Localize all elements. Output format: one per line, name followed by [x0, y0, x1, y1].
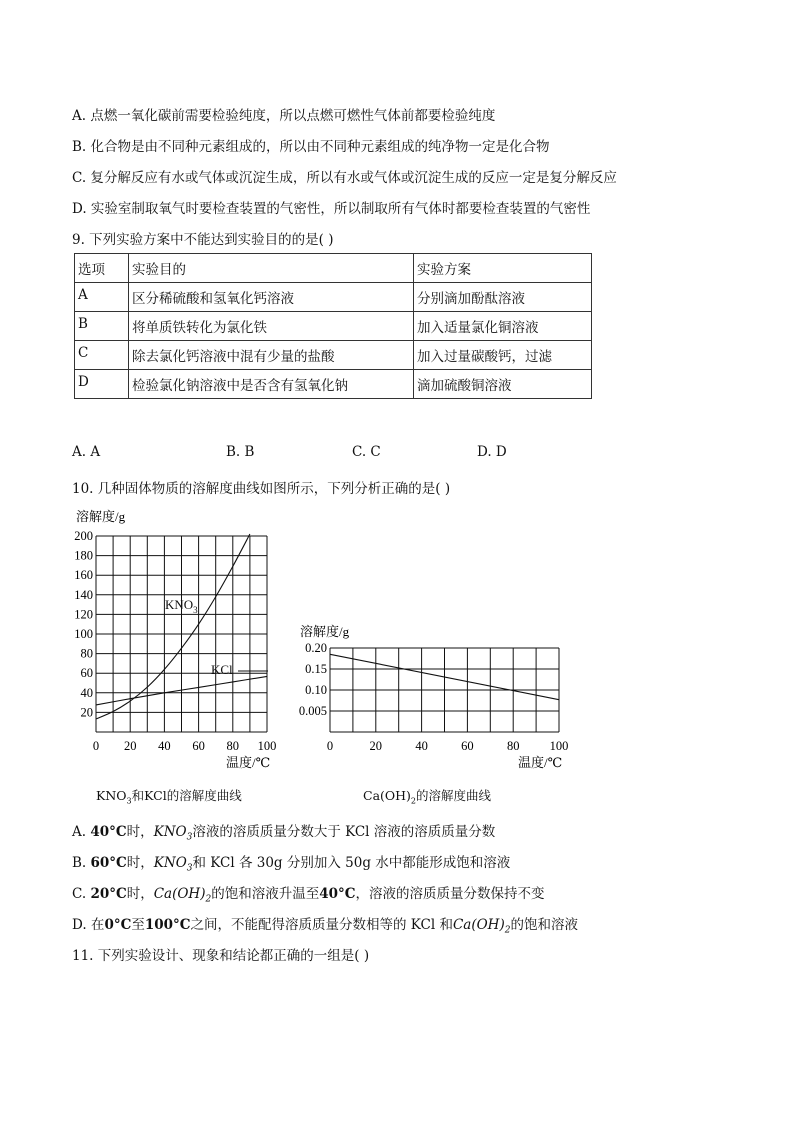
table-cell: 滴加硫酸铜溶液 — [414, 370, 592, 399]
x-tick-labels — [93, 739, 277, 753]
y-tick-label: 0.15 — [305, 662, 327, 676]
x-axis-label: 温度/℃ — [226, 755, 271, 770]
right-chart-caption: $Ca(OH)_2$的溶解度曲线 — [363, 788, 492, 806]
kno3-kcl-solubility-chart — [60, 505, 300, 775]
q8-option-d: D. 实验室制取氧气时要检查装置的气密性，所以制取所有气体时都要检查装置的气密性 — [72, 201, 591, 217]
y-tick-label: 200 — [74, 529, 93, 543]
q10-option-b: B. 60°C时，$KNO_3$和 KCl 各 30g 分别加入 50g 水中都能形成饱和溶液 — [72, 855, 511, 874]
q8-option-a: A. 点燃一氧化碳前需要检验纯度，所以点燃可燃性气体前都要检验纯度 — [72, 108, 496, 124]
x-tick-label: 80 — [506, 739, 520, 753]
y-tick-label: 0.005 — [298, 704, 327, 718]
q9-choice-c: C. C — [352, 444, 381, 460]
table-cell: B — [75, 312, 129, 341]
table-cell: 除去氯化钙溶液中混有少量的盐酸 — [129, 341, 414, 370]
x-tick-label: 80 — [226, 739, 240, 753]
y-tick-label: 180 — [74, 548, 93, 563]
y-axis-label: 溶解度/g — [76, 509, 126, 524]
table-row — [75, 370, 592, 399]
table-cell: A — [75, 283, 129, 312]
y-tick-label: 60 — [80, 666, 93, 681]
table-row — [75, 341, 592, 370]
table-cell: 加入适量氯化铜溶液 — [414, 312, 592, 341]
y-tick-label: 120 — [74, 607, 93, 622]
x-tick-label: 40 — [415, 739, 428, 753]
table-cell: D — [75, 370, 129, 399]
y-tick-label: 40 — [80, 685, 93, 700]
y-tick-labels — [74, 529, 93, 719]
table-header-cell: 实验目的 — [129, 254, 414, 283]
table-cell: C — [75, 341, 129, 370]
left-chart-caption: $KNO_3$和KCl的溶解度曲线 — [96, 788, 242, 806]
table-row — [75, 283, 592, 312]
q9-choice-b: B. B — [226, 444, 255, 460]
x-tick-labels — [327, 739, 569, 753]
q10-stem: 10. 几种固体物质的溶解度曲线如图所示，下列分析正确的是( ) — [72, 481, 451, 497]
kno3-series-label: $KNO_3$ — [165, 597, 198, 615]
y-tick-label: 140 — [74, 587, 93, 602]
q9-choice-a: A. A — [72, 444, 101, 460]
x-tick-label: 40 — [158, 739, 171, 753]
q8-option-b: B. 化合物是由不同种元素组成的，所以由不同种元素组成的纯净物一定是化合物 — [72, 139, 550, 155]
x-tick-label: 0 — [326, 739, 334, 753]
x-tick-label: 20 — [369, 739, 383, 753]
y-tick-label: 160 — [74, 568, 93, 583]
y-axis-label: 溶解度/g — [300, 624, 350, 639]
grid — [96, 536, 267, 732]
x-tick-label: 20 — [123, 739, 137, 753]
x-axis-label: 温度/℃ — [518, 755, 563, 770]
q10-option-d: D. 在0°C至100°C之间，不能配得溶质质量分数相等的 KCl 和$Ca(OH)_2$的饱和溶液 — [72, 917, 578, 936]
y-tick-labels — [299, 641, 327, 718]
table-cell: 加入过量碳酸钙，过滤 — [414, 341, 592, 370]
x-tick-label: 0 — [92, 739, 100, 753]
table-cell: 检验氯化钠溶液中是否含有氢氧化钠 — [129, 370, 414, 399]
kcl-series-label: KCl — [211, 662, 233, 677]
q9-choice-d: D. D — [477, 444, 507, 460]
table-cell: 区分稀硫酸和氢氧化钙溶液 — [129, 283, 414, 312]
x-tick-label: 60 — [461, 739, 474, 753]
table-row — [75, 312, 592, 341]
x-tick-label: 60 — [192, 739, 205, 753]
y-tick-label: 0.20 — [305, 641, 327, 655]
y-tick-label: 20 — [80, 705, 93, 720]
x-tick-label: 100 — [257, 739, 277, 753]
table-header-cell: 选项 — [75, 254, 129, 283]
table-cell: 分别滴加酚酞溶液 — [414, 283, 592, 312]
q10-option-a: A. 40°C时，$KNO_3$溶液的溶质质量分数大于 KCl 溶液的溶质质量分数 — [72, 824, 496, 843]
q9-table — [74, 253, 592, 399]
y-tick-label: 0.10 — [305, 683, 327, 697]
table-header-cell: 实验方案 — [414, 254, 592, 283]
q9-stem: 9. 下列实验方案中不能达到实验目的的是( ) — [72, 232, 334, 248]
y-tick-label: 80 — [80, 646, 93, 661]
q11-stem: 11. 下列实验设计、现象和结论都正确的一组是( ) — [72, 948, 370, 964]
q10-option-c: C. 20°C时，$Ca(OH)_2$的饱和溶液升温至40°C，溶液的溶质质量分数保持不变 — [72, 886, 545, 905]
y-tick-label: 100 — [74, 627, 93, 641]
table-cell: 将单质铁转化为氯化铁 — [129, 312, 414, 341]
table-header-row — [75, 254, 592, 283]
x-tick-label: 100 — [549, 739, 569, 753]
q8-option-c: C. 复分解反应有水或气体或沉淀生成，所以有水或气体或沉淀生成的反应一定是复分解反应 — [72, 170, 617, 186]
caoh2-solubility-chart — [285, 618, 585, 778]
